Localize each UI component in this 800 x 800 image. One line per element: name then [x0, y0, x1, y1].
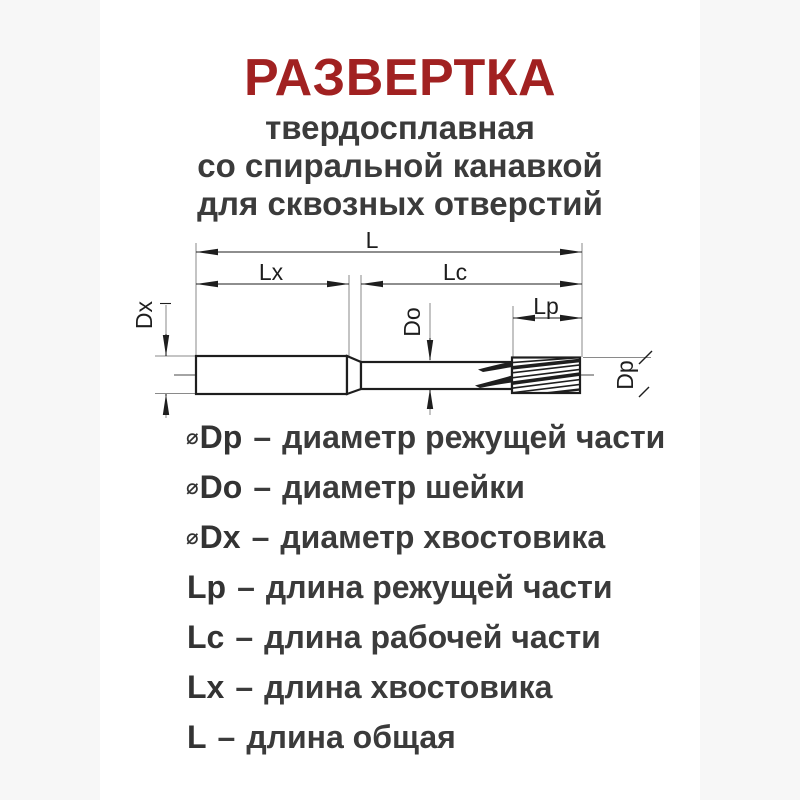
legend-description: диаметр режущей части: [282, 418, 666, 455]
legend-term: [186, 669, 224, 706]
dim-label-Dp: Dp: [612, 360, 638, 390]
legend-symbol: Dp: [199, 418, 243, 455]
legend-item-lp: [186, 562, 686, 612]
legend-description: длина рабочей части: [264, 618, 601, 655]
diameter-icon: ⌀: [186, 424, 199, 449]
dim-label-L: L: [365, 227, 379, 253]
dimension-legend: [186, 412, 686, 762]
dim-label-Lp: Lp: [533, 293, 559, 319]
dim-label-Dx: Dx: [131, 300, 157, 330]
legend-separator: –: [253, 468, 272, 505]
page-subtitle: [100, 109, 700, 223]
legend-separator: –: [217, 718, 236, 755]
legend-item-do: [186, 462, 686, 512]
subtitle-line-1: твердосплавная: [265, 109, 535, 146]
legend-item-l: [186, 712, 686, 762]
reamer-technical-drawing: [100, 225, 700, 425]
legend-description: длина режущей части: [265, 568, 613, 605]
subtitle-line-2: со спиральной канавкой: [197, 147, 603, 184]
subtitle-line-3: для сквозных отверстий: [197, 185, 603, 222]
legend-symbol: Lp: [187, 568, 227, 605]
legend-symbol: Do: [199, 468, 243, 505]
legend-term: [186, 569, 226, 606]
legend-symbol: Lc: [187, 618, 225, 655]
legend-description: длина хвостовика: [264, 668, 553, 705]
legend-term: [186, 619, 224, 656]
dim-label-Lx: Lx: [258, 259, 284, 285]
diameter-icon: ⌀: [186, 474, 199, 499]
legend-separator: –: [235, 668, 254, 705]
legend-term: [186, 419, 242, 456]
diameter-icon: ⌀: [186, 524, 199, 549]
legend-term: [186, 719, 207, 756]
legend-separator: –: [253, 418, 272, 455]
legend-separator: –: [237, 568, 255, 605]
legend-item-dx: [186, 512, 686, 562]
legend-separator: –: [235, 618, 254, 655]
legend-term: [186, 469, 242, 506]
legend-item-lc: [186, 612, 686, 662]
shank: [196, 356, 347, 394]
legend-item-lx: [186, 662, 686, 712]
legend-symbol: Lx: [187, 668, 225, 705]
page-title: РАЗВЕРТКА: [243, 49, 557, 107]
legend-item-dp: [186, 412, 686, 462]
legend-description: диаметр хвостовика: [280, 518, 606, 555]
legend-symbol: Dx: [199, 518, 241, 555]
legend-description: длина общая: [246, 718, 456, 755]
legend-term: [186, 519, 241, 556]
dim-label-Lc: Lc: [442, 259, 468, 285]
taper: [347, 356, 361, 394]
dim-label-Do: Do: [399, 307, 425, 337]
legend-separator: –: [251, 518, 270, 555]
legend-symbol: L: [187, 718, 207, 755]
legend-description: диаметр шейки: [282, 468, 525, 505]
